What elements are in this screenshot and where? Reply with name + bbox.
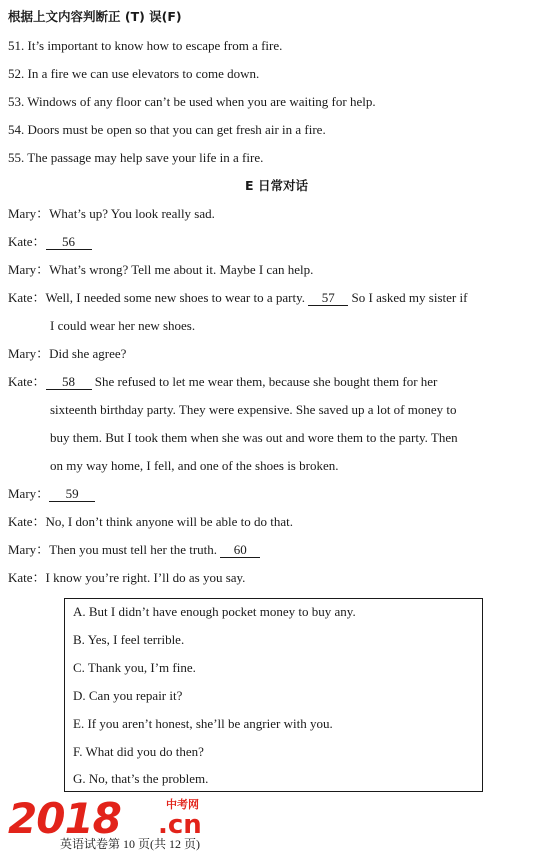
option-d: D. Can you repair it?	[73, 688, 183, 703]
dialogue-text: So I asked my sister if	[351, 290, 468, 305]
answer-blank-58[interactable]: 58	[46, 375, 92, 390]
dialogue-text: She refused to let me wear them, because she bought them for her	[94, 374, 438, 389]
statement-51: 51. It’s important to know how to escape from a fire.	[8, 38, 283, 53]
dialogue-line-8: sixteenth birthday party. They were expensive. She saved up a lot of money to	[50, 402, 457, 417]
statement-55: 55. The passage may help save your life in a fire.	[8, 150, 264, 165]
option-b: B. Yes, I feel terrible.	[73, 632, 185, 647]
dialogue-line-7	[8, 374, 437, 390]
dialogue-line-14: Kate：I know you’re right. I’ll do as you say.	[8, 570, 246, 585]
speaker-label: Kate：	[8, 234, 46, 249]
speaker-label: Kate：	[8, 374, 46, 389]
section-d-heading: 根据上文内容判断正 (T) 误(F)	[8, 9, 182, 24]
dialogue-line-6: Mary：Did she agree?	[8, 346, 127, 361]
answer-blank-57[interactable]: 57	[308, 291, 348, 306]
dialogue-line-12: Kate：No, I don’t think anyone will be able to do that.	[8, 514, 293, 529]
dialogue-line-11	[8, 486, 95, 502]
dialogue-line-1: Mary：What’s up? You look really sad.	[8, 206, 215, 221]
dialogue-line-2	[8, 234, 92, 250]
dialogue-text: Kate：Well, I needed some new shoes to wear to a party.	[8, 290, 306, 305]
watermark-number: 2018	[8, 794, 121, 843]
options-box	[64, 598, 483, 792]
statement-52: 52. In a fire we can use elevators to come down.	[8, 66, 260, 81]
watermark-site: 中考网	[166, 798, 199, 811]
page-footer: 英语试卷第 10 页(共 12 页)	[60, 837, 200, 851]
option-g: G. No, that’s the problem.	[73, 771, 209, 786]
statement-54: 54. Doors must be open so that you can get fresh air in a fire.	[8, 122, 326, 137]
answer-blank-60[interactable]: 60	[220, 543, 260, 558]
option-e: E. If you aren’t honest, she’ll be angrier with you.	[73, 716, 333, 731]
answer-blank-59[interactable]: 59	[49, 487, 95, 502]
dialogue-line-13	[8, 542, 260, 558]
section-e-heading: E 日常对话	[245, 178, 308, 193]
dialogue-line-5: I could wear her new shoes.	[50, 318, 196, 333]
dialogue-line-3: Mary：What’s wrong? Tell me about it. Maybe I can help.	[8, 262, 314, 277]
dialogue-line-10: on my way home, I fell, and one of the shoes is broken.	[50, 458, 339, 473]
dialogue-line-9: buy them. But I took them when she was out and wore them to the party. Then	[50, 430, 458, 445]
watermark-domain: .cn	[158, 810, 202, 840]
answer-blank-56[interactable]: 56	[46, 235, 92, 250]
option-c: C. Thank you, I’m fine.	[73, 660, 196, 675]
statement-53: 53. Windows of any floor can’t be used when you are waiting for help.	[8, 94, 376, 109]
speaker-label: Mary：	[8, 486, 50, 501]
option-f: F. What did you do then?	[73, 744, 204, 759]
option-a: A. But I didn’t have enough pocket money to buy any.	[73, 604, 356, 619]
dialogue-text: Mary：Then you must tell her the truth.	[8, 542, 218, 557]
dialogue-line-4	[8, 290, 467, 306]
